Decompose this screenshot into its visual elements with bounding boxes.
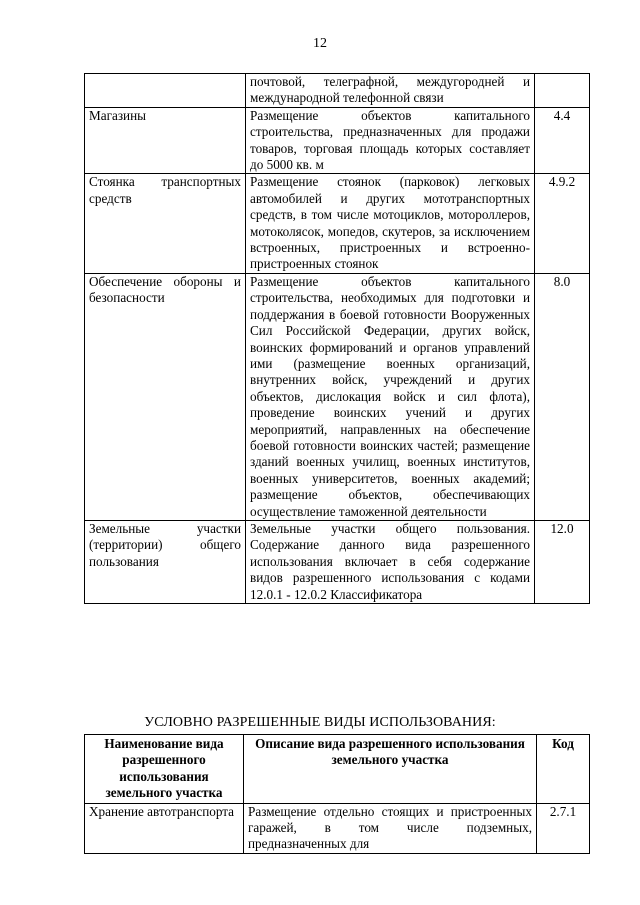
use-code-cell: 4.4: [535, 107, 590, 174]
table-row: [85, 803, 590, 853]
use-name-cell: Обеспечение обороны и безопасности: [85, 273, 246, 520]
header-description: Описание вида разрешенного использования земельного участка: [244, 735, 537, 804]
section-title: УСЛОВНО РАЗРЕШЕННЫЕ ВИДЫ ИСПОЛЬЗОВАНИЯ:: [144, 715, 496, 730]
table-row: [85, 273, 590, 520]
use-description-cell: Размещение объектов капитального строительства, предназначенных для продажи товаров, торговая площадь которых составляет до 5000 кв. м: [246, 107, 535, 174]
use-description-cell: Размещение отдельно стоящих и пристроенных гаражей, в том числе подземных, предназначенных для: [244, 803, 537, 853]
use-code-cell: 2.7.1: [537, 803, 590, 853]
use-name-cell: Земельные участки (территории) общего пользования: [85, 520, 246, 603]
use-description-cell: Размещение стоянок (парковок) легковых автомобилей и других мототранспортных средств, в том числе мотоциклов, мотороллеров, мотоколясок, мопедов, скутеров, за исключением встроенных, пристроенных и встроенно-пристроенных стоянок: [246, 174, 535, 273]
table-row: [85, 74, 590, 108]
table-row: [85, 107, 590, 174]
conditional-uses-table: [84, 734, 590, 854]
use-name-cell: Хранение автотранспорта: [85, 803, 244, 853]
use-name-cell: Стоянка транспортных средств: [85, 174, 246, 273]
use-code-cell: [535, 74, 590, 108]
header-code: Код: [537, 735, 590, 804]
table-header-row: [85, 735, 590, 804]
table-row: [85, 174, 590, 273]
use-name-cell: [85, 74, 246, 108]
permitted-uses-table: [84, 73, 590, 604]
use-description-cell: Земельные участки общего пользования. Содержание данного вида разрешенного использования включает в себя содержание видов разрешенного использования с кодами 12.0.1 - 12.0.2 Классификатора: [246, 520, 535, 603]
use-description-cell: Размещение объектов капитального строительства, необходимых для подготовки и поддержания в боевой готовности Вооруженных Сил Российской Федерации, других войск, воинских формирований и органов управлений ими (размещение военных организаций, внутренних войск, учреждений и других объектов, дислокация войск и сил флота), проведение воинских учений и других мероприятий, направленных на обеспечение боевой готовности воинских частей; размещение зданий военных училищ, военных институтов, военных университетов, военных академий; размещение объектов, обеспечивающих осуществление таможенной деятельности: [246, 273, 535, 520]
use-code-cell: 12.0: [535, 520, 590, 603]
page-number: 12: [313, 36, 327, 51]
use-code-cell: 8.0: [535, 273, 590, 520]
header-name: Наименование вида разрешенного использования земельного участка: [85, 735, 244, 804]
use-name-cell: Магазины: [85, 107, 246, 174]
table-row: [85, 520, 590, 603]
use-code-cell: 4.9.2: [535, 174, 590, 273]
use-description-cell: почтовой, телеграфной, междугородней и международной телефонной связи: [246, 74, 535, 108]
